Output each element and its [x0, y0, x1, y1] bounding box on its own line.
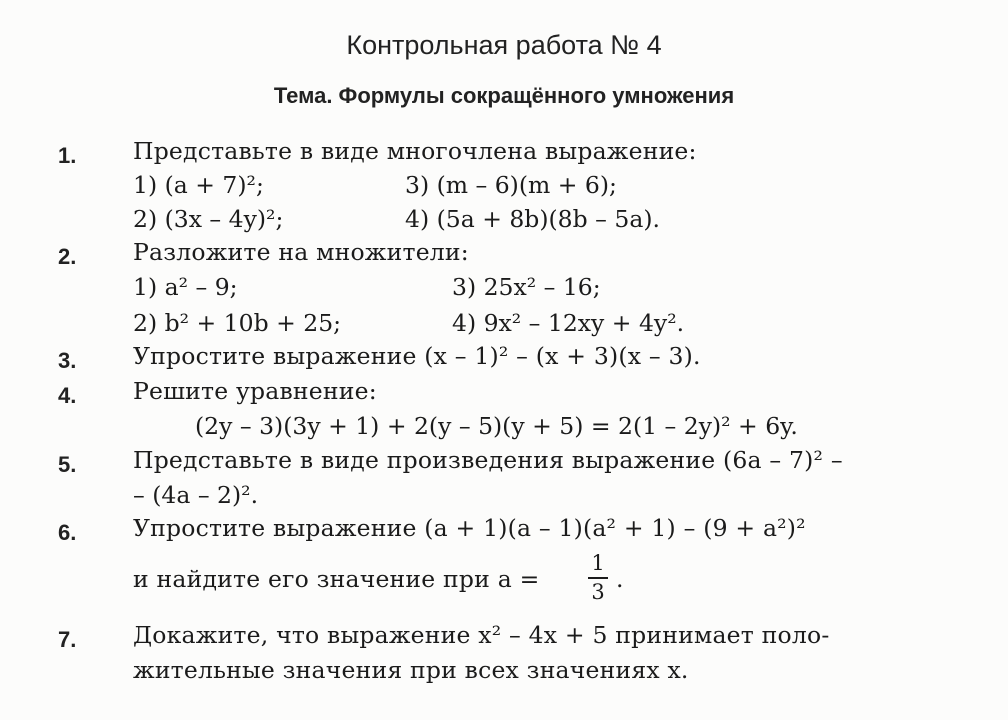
task-6-line-2: и найдите его значение при a = [133, 565, 540, 593]
page-title: Контрольная работа № 4 [346, 30, 662, 60]
fraction-bar [588, 577, 608, 579]
task-4-prompt: Решите уравнение: [133, 377, 377, 405]
task-1-item-4: 4) (5a + 8b)(8b – 5a). [405, 205, 660, 233]
task-6-fraction [584, 553, 612, 603]
task-5-line-2: – (4a – 2)². [133, 481, 259, 509]
task-2-item-3: 3) 25x² – 16; [452, 273, 601, 301]
task-2-item-1: 1) a² – 9; [133, 273, 238, 301]
task-1-item-3: 3) (m – 6)(m + 6); [405, 171, 617, 199]
task-1-item-1: 1) (a + 7)²; [133, 171, 264, 199]
task-7-line-1: Докажите, что выражение x² – 4x + 5 принимает поло- [133, 621, 830, 649]
task-7-line-2: жительные значения при всех значениях x. [133, 656, 689, 684]
task-5-number: 5. [58, 452, 77, 477]
task-4-number: 4. [58, 383, 77, 408]
task-3-number: 3. [58, 348, 77, 373]
task-1-number: 1. [58, 143, 77, 168]
task-4-equation: (2y – 3)(3y + 1) + 2(y – 5)(y + 5) = 2(1 – 2y)² + 6y. [195, 412, 798, 440]
page-subtitle: Тема. Формулы сокращённого умножения [273, 83, 735, 108]
task-2-item-2: 2) b² + 10b + 25; [133, 309, 342, 337]
task-3-text: Упростите выражение (x – 1)² – (x + 3)(x – 3). [133, 342, 701, 370]
task-5-line-1: Представьте в виде произведения выражение (6a – 7)² – [133, 446, 843, 474]
fraction-denominator: 3 [591, 580, 605, 604]
task-1-prompt: Представьте в виде многочлена выражение: [133, 137, 697, 165]
task-2-item-4: 4) 9x² – 12xy + 4y². [452, 309, 685, 337]
task-2-number: 2. [58, 244, 77, 269]
fraction-numerator: 1 [591, 551, 605, 575]
task-7-number: 7. [58, 627, 77, 652]
task-1-item-2: 2) (3x – 4y)²; [133, 205, 284, 233]
task-6-line-2-end: . [616, 565, 624, 593]
task-6-number: 6. [58, 520, 77, 545]
task-2-prompt: Разложите на множители: [133, 238, 469, 266]
task-6-line-1: Упростите выражение (a + 1)(a – 1)(a² + 1) – (9 + a²)² [133, 514, 806, 542]
